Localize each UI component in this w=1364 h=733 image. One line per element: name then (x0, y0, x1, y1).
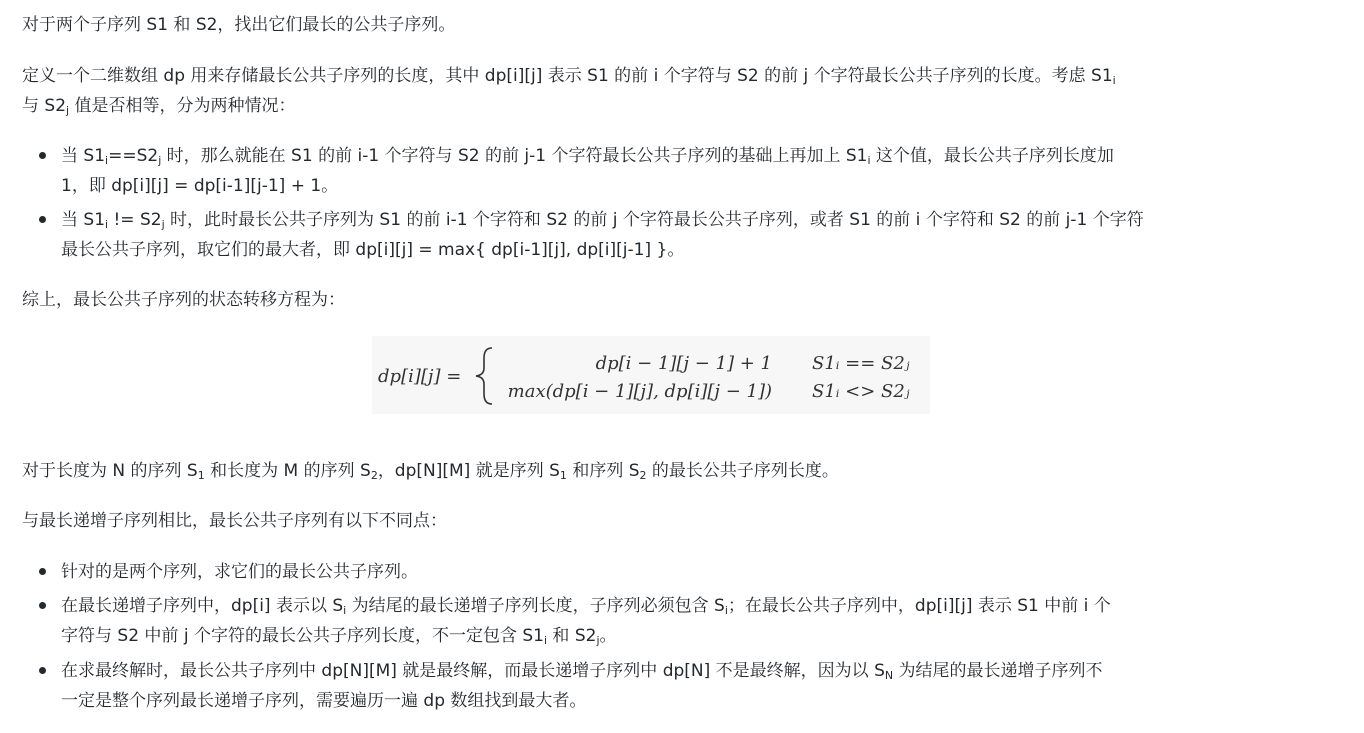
bullet-icon (39, 667, 46, 674)
text-run: 为结尾的最长递增子序列长度，子序列必须包含 S (346, 596, 725, 616)
text-run: 和长度为 M 的序列 S (204, 461, 371, 481)
text-run: 定义一个二维数组 dp 用来存储最长公共子序列的长度，其中 dp[i][j] 表示 S1 的前 i 个字符与 S2 的前 j 个字符最长公共子序列的长度。考虑 S1 (22, 66, 1113, 86)
paragraph-result (22, 456, 839, 486)
formula-case1-expression: dp[i − 1][j − 1] + 1 (595, 353, 772, 374)
subscript: i (105, 154, 109, 167)
text-run: 一定是整个序列最长递增子序列，需要遍历一遍 dp 数组找到最大者。 (61, 691, 587, 711)
text-run: 当 S1 (61, 210, 106, 230)
text-run: 值是否相等，分为两种情况： (69, 96, 296, 116)
subscript: i (724, 604, 728, 617)
text-run: 最长公共子序列，取它们的最大者，即 dp[i][j] = max{ dp[i-1][j], dp[i][j-1] }。 (61, 240, 685, 260)
subscript: 2 (370, 469, 378, 482)
subscript: i (543, 634, 548, 647)
text-run: 和序列 S (566, 461, 640, 481)
brace-icon (476, 348, 492, 404)
subscript: j (161, 218, 165, 231)
subscript: i (343, 604, 347, 617)
text-run: ，dp[N][M] 就是序列 S (377, 461, 560, 481)
formula-lhs: dp[i][j] = (378, 366, 462, 387)
list-item-equal-line-1 (61, 141, 1114, 171)
list-item-dp-meaning-line-2 (61, 621, 617, 651)
list-item-unequal-line-2 (61, 235, 684, 265)
list-item-dp-meaning-line-1 (61, 591, 1111, 621)
list-item-two-sequences (61, 557, 418, 587)
text-run: 这个值，最长公共子序列长度加 (870, 146, 1114, 166)
formula-case1-condition: S1ᵢ == S2ⱼ (812, 353, 910, 374)
formula-image (372, 336, 930, 414)
subscript: 2 (639, 469, 647, 482)
text-run: != S2 (108, 210, 162, 230)
text-run: 字符与 S2 中前 j 个字符的最长公共子序列长度，不一定包含 S1 (61, 626, 544, 646)
text-run: 时，此时最长公共子序列为 S1 的前 i-1 个字符和 S2 的前 j 个字符最长公共子序列，或者 S1 的前 i 个字符和 S2 的前 j-1 个字符 (164, 210, 1144, 230)
text-run: 1，即 dp[i][j] = dp[i-1][j-1] + 1。 (61, 176, 339, 196)
subscript: j (596, 634, 600, 647)
formula-svg (372, 336, 930, 414)
list-item-unequal-line-1 (61, 205, 1144, 235)
text-run: 在最长递增子序列中，dp[i] 表示以 S (61, 596, 344, 616)
subscript: i (1112, 74, 1116, 87)
text-run: 与 S2 (22, 96, 67, 116)
bullet-icon (39, 602, 46, 609)
subscript: i (105, 218, 109, 231)
formula-case2-condition: S1ᵢ <> S2ⱼ (812, 381, 910, 402)
paragraph-problem (22, 10, 455, 40)
text-run: 在求最终解时，最长公共子序列中 dp[N][M] 就是最终解，而最长递增子序列中 dp[N] 不是最终解，因为以 S (61, 661, 885, 681)
text-run: 时，那么就能在 S1 的前 i-1 个字符与 S2 的前 j-1 个字符最长公共子序列的基础上再加上 S1 (161, 146, 868, 166)
text-run: 为结尾的最长递增子序列不 (893, 661, 1103, 681)
text-run: 对于长度为 N 的序列 S (22, 461, 198, 481)
paragraph-text: 综上，最长公共子序列的状态转移方程为： (22, 290, 345, 310)
paragraph-definition-line-2 (22, 91, 295, 121)
text-run: 和 S2 (547, 626, 597, 646)
subscript: 1 (559, 469, 567, 482)
subscript: i (867, 154, 871, 167)
bullet-icon (39, 216, 46, 223)
bullet-icon (39, 152, 46, 159)
text-run: 针对的是两个序列，求它们的最长公共子序列。 (61, 562, 418, 582)
text-run: 当 S1 (61, 146, 106, 166)
list-item-final-solution-line-1 (61, 656, 1103, 686)
subscript: 1 (197, 469, 205, 482)
subscript: j (158, 154, 162, 167)
paragraph-text: 与最长递增子序列相比，最长公共子序列有以下不同点： (22, 511, 447, 531)
paragraph-text: 对于两个子序列 S1 和 S2，找出它们最长的公共子序列。 (22, 15, 456, 35)
list-item-final-solution-line-2 (61, 686, 586, 716)
paragraph-comparison (22, 506, 447, 536)
subscript: N (884, 669, 894, 682)
subscript: j (66, 104, 70, 117)
text-run: ；在最长公共子序列中，dp[i][j] 表示 S1 中前 i 个 (727, 596, 1111, 616)
text-run: ==S2 (108, 146, 159, 166)
text-run: 。 (599, 626, 617, 646)
text-run: 的最长公共子序列长度。 (646, 461, 839, 481)
formula-case2-expression: max(dp[i − 1][j], dp[i][j − 1]) (507, 381, 772, 402)
paragraph-definition-line-1 (22, 61, 1116, 91)
bullet-icon (39, 568, 46, 575)
list-item-equal-line-2 (61, 171, 338, 201)
paragraph-summary (22, 285, 345, 315)
